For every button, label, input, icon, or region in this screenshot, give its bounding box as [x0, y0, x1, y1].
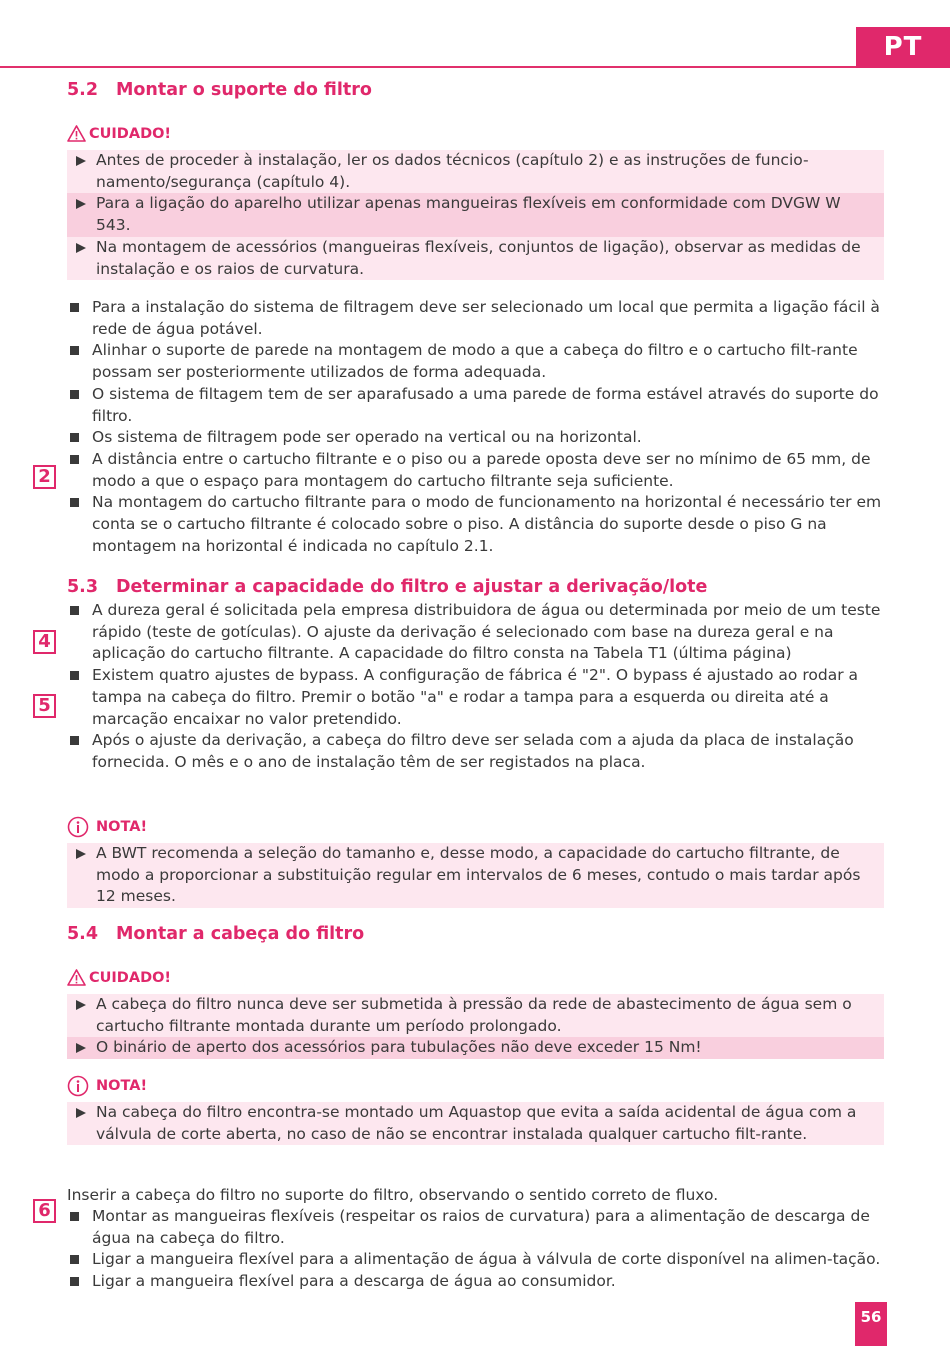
figure-reference-badge: 2: [33, 465, 56, 489]
square-bullet-icon: [70, 346, 79, 355]
caution-item: A cabeça do filtro nunca deve ser submetida à pressão da rede de abastecimento de água sem o cartucho filtrante montada durante um período prolongado.: [67, 994, 884, 1037]
list-item: Ligar a mangueira flexível para a alimentação de água à válvula de corte disponível na alimen-tação.: [67, 1249, 887, 1271]
note-label: NOTA!: [96, 1078, 148, 1094]
bullet-list-5-2: [67, 297, 887, 557]
caution-panel: [67, 150, 884, 280]
note-label: NOTA!: [96, 819, 148, 835]
list-item: O sistema de filtagem tem de ser aparafusado a uma parede de forma estável através do suporte do filtro.: [67, 384, 887, 427]
list-item: Montar as mangueiras flexíveis (respeitar os raios de curvatura) para a alimentação de descarga de água na cabeça do filtro.: [67, 1206, 887, 1249]
arrow-bullet-icon: [76, 243, 86, 253]
caution-label: CUIDADO!: [89, 125, 172, 142]
note-panel: [67, 843, 884, 908]
warning-icon: [67, 969, 86, 986]
section-number: 5.3: [67, 577, 99, 597]
square-bullet-icon: [70, 433, 79, 442]
section-number: 5.2: [67, 80, 99, 100]
arrow-bullet-icon: [76, 1043, 86, 1053]
figure-reference-badge: 4: [33, 630, 56, 654]
square-bullet-icon: [70, 498, 79, 507]
square-bullet-icon: [70, 455, 79, 464]
square-bullet-icon: [70, 736, 79, 745]
list-item: Ligar a mangueira flexível para a descarga de água ao consumidor.: [67, 1271, 887, 1293]
caution-panel: [67, 994, 884, 1059]
square-bullet-icon: [70, 1277, 79, 1286]
list-item: Após o ajuste da derivação, a cabeça do filtro deve ser selada com a ajuda da placa de instalação fornecida. O mês e o ano de instalação têm de ser registados na placa.: [67, 730, 887, 773]
bullet-list-5-4: [67, 1206, 887, 1293]
arrow-bullet-icon: [76, 156, 86, 166]
list-item: Alinhar o suporte de parede na montagem de modo a que a cabeça do filtro e o cartucho filt-rante possam ser posteriormente utilizados de forma adequada.: [67, 340, 887, 383]
note-item: Na cabeça do filtro encontra-se montado um Aquastop que evita a saída acidental de água com a válvula de corte aberta, no caso de não se encontrar instalada qualquer cartucho filt-rante.: [67, 1102, 884, 1145]
arrow-bullet-icon: [76, 199, 86, 209]
square-bullet-icon: [70, 1255, 79, 1264]
note-heading: [67, 1075, 147, 1097]
note-panel: [67, 1102, 884, 1145]
bullet-list-5-3: [67, 600, 887, 774]
list-item: Na montagem do cartucho filtrante para o modo de funcionamento na horizontal é necessário ter em conta se o cartucho filtrante é colocado sobre o piso. A distância do suporte desde o piso G na montagem na horizontal é indicada no capítulo 2.1.: [67, 492, 887, 557]
section-title: Montar a cabeça do filtro: [116, 924, 365, 944]
square-bullet-icon: [70, 671, 79, 680]
caution-item: O binário de aperto dos acessórios para tubulações não deve exceder 15 Nm!: [67, 1037, 884, 1059]
list-item: Para a instalação do sistema de filtragem deve ser selecionado um local que permita a ligação fácil à rede de água potável.: [67, 297, 887, 340]
square-bullet-icon: [70, 303, 79, 312]
info-icon: [67, 1075, 89, 1097]
caution-label: CUIDADO!: [89, 969, 172, 986]
section-title: Determinar a capacidade do filtro e ajustar a derivação/lote: [116, 577, 708, 597]
square-bullet-icon: [70, 1212, 79, 1221]
note-heading: [67, 816, 147, 838]
info-icon: [67, 816, 89, 838]
list-item: Os sistema de filtragem pode ser operado na vertical ou na horizontal.: [67, 427, 887, 449]
page-number: 56: [855, 1302, 887, 1346]
note-item: A BWT recomenda a seleção do tamanho e, desse modo, a capacidade do cartucho filtrante, de modo a proporcionar a substituição regular em intervalos de 6 meses, contudo o mais tardar após 12 meses.: [67, 843, 884, 908]
caution-item: Antes de proceder à instalação, ler os dados técnicos (capítulo 2) e as instruções de funcio-namento/segurança (capítulo 4).: [67, 150, 884, 193]
section-number: 5.4: [67, 924, 99, 944]
square-bullet-icon: [70, 390, 79, 399]
header-rule: [0, 66, 856, 68]
arrow-bullet-icon: [76, 1000, 86, 1010]
section-5-4-intro: Inserir a cabeça do filtro no suporte do filtro, observando o sentido correto de fluxo.: [67, 1186, 719, 1204]
arrow-bullet-icon: [76, 1108, 86, 1118]
section-heading-5-3: [67, 577, 707, 597]
square-bullet-icon: [70, 606, 79, 615]
figure-reference-badge: 6: [33, 1199, 56, 1223]
arrow-bullet-icon: [76, 849, 86, 859]
caution-heading: [67, 969, 171, 986]
list-item: A distância entre o cartucho filtrante e o piso ou a parede oposta deve ser no mínimo de 65 mm, de modo a que o espaço para montagem do cartucho filtrante seja suficiente.: [67, 449, 887, 492]
list-item: Existem quatro ajustes de bypass. A configuração de fábrica é "2". O bypass é ajustado ao rodar a tampa na cabeça do filtro. Premir o botão "a" e rodar a tampa para a esquerda ou direita até a marcação encaixar no valor pretendido.: [67, 665, 887, 730]
caution-item: Para a ligação do aparelho utilizar apenas mangueiras flexíveis em conformidade com DVGW W 543.: [67, 193, 884, 236]
section-heading-5-4: [67, 924, 364, 944]
section-heading-5-2: [67, 80, 372, 100]
section-title: Montar o suporte do filtro: [116, 80, 372, 100]
figure-reference-badge: 5: [33, 694, 56, 718]
language-tab: PT: [856, 27, 950, 68]
caution-item: Na montagem de acessórios (mangueiras flexíveis, conjuntos de ligação), observar as medidas de instalação e os raios de curvatura.: [67, 237, 884, 280]
caution-heading: [67, 125, 171, 142]
list-item: A dureza geral é solicitada pela empresa distribuidora de água ou determinada por meio de um teste rápido (teste de gotículas). O ajuste da derivação é selecionado com base na dureza geral e na aplicação do cartucho filtrante. A capacidade do filtro consta na Tabela T1 (última página): [67, 600, 887, 665]
warning-icon: [67, 125, 86, 142]
